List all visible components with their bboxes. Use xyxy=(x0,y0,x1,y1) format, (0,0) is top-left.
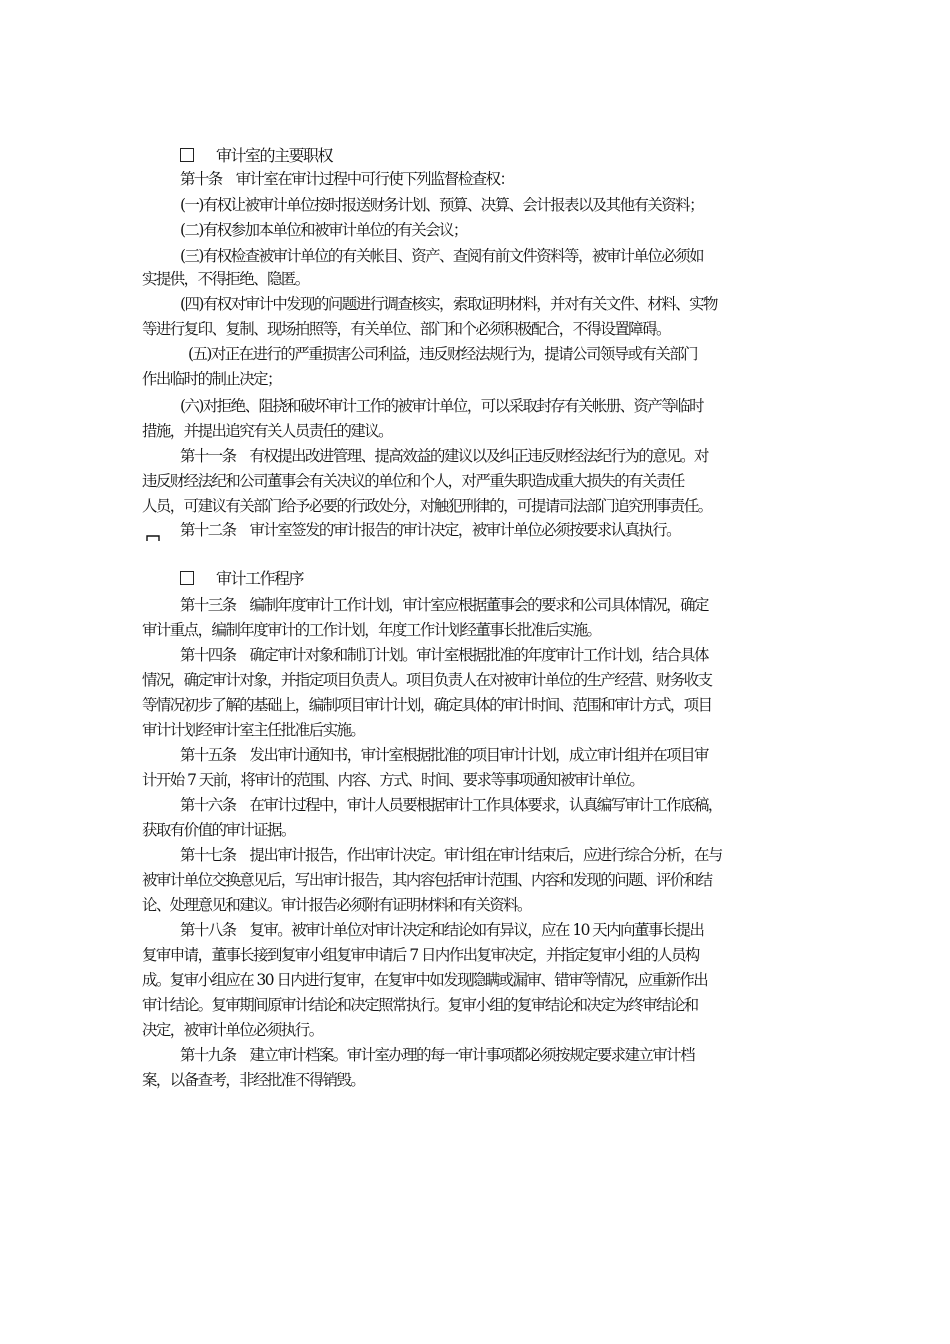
paragraph-line: 第十条 审计室在审计过程中可行使下列监督检查权： xyxy=(180,170,514,188)
paragraph-line: 决定，被审计单位必须执行。 xyxy=(142,1021,323,1039)
paragraph-line: 第十二条 审计室签发的审计报告的审计决定，被审计单位必须按要求认真执行。 xyxy=(180,521,681,539)
paragraph-line: 第十六条 在审计过程中，审计人员要根据审计工作具体要求，认真编写审计工作底稿， xyxy=(180,796,722,814)
section-heading-procedure: 审计工作程序 xyxy=(180,567,860,590)
paragraph-line: (三)有权检查被审计单位的有关帐目、资产、查阅有前文件资料等，被审计单位必须如 xyxy=(180,247,703,265)
paragraph-line: 作出临时的制止决定； xyxy=(142,370,281,388)
paragraph-line: 第十四条 确定审计对象和制订计划。审计室根据批准的年度审计工作计划，结合具体 xyxy=(180,646,708,664)
paragraph-line: 审计结论。复审期间原审计结论和决定照常执行。复审小组的复审结论和决定为终审结论和 xyxy=(142,996,698,1014)
checkbox-square-icon xyxy=(180,148,194,162)
paragraph-line: 审计计划经审计室主任批准后实施。 xyxy=(142,721,365,739)
paragraph-line: 情况，确定审计对象，并指定项目负责人。项目负责人在对被审计单位的生产经营、财务收支 xyxy=(142,671,712,689)
paragraph-line: 论、处理意见和建议。审计报告必须附有证明材料和有关资料。 xyxy=(142,896,531,914)
paragraph-line: 获取有价值的审计证据。 xyxy=(142,821,295,839)
paragraph-line: (二)有权参加本单位和被审计单位的有关会议； xyxy=(180,221,467,239)
paragraph-line: (五)对正在进行的严重损害公司利益，违反财经法规行为，提请公司领导或有关部门 xyxy=(188,345,698,363)
paragraph-line: 第十三条 编制年度审计工作计划，审计室应根据董事会的要求和公司具体情况，确定 xyxy=(180,596,708,614)
paragraph-line: (六)对拒绝、阻挠和破坏审计工作的被审计单位，可以采取封存有关帐册、资产等临时 xyxy=(180,397,703,415)
checkbox-square-icon xyxy=(180,571,194,585)
paragraph-line: 第十七条 提出审计报告，作出审计决定。审计组在审计结束后，应进行综合分析，在与 xyxy=(180,846,722,864)
paragraph-line: 措施，并提出追究有关人员责任的建议。 xyxy=(142,422,393,440)
paragraph-line: 计开始 7 天前，将审计的范围、内容、方式、时间、要求等事项通知被审计单位。 xyxy=(142,771,644,789)
paragraph-line: 违反财经法纪和公司董事会有关决议的单位和个人，对严重失职造成重大损失的有关责任 xyxy=(142,472,684,490)
paragraph-line: 第十九条 建立审计档案。审计室办理的每一审计事项都必须按规定要求建立审计档 xyxy=(180,1046,694,1064)
paragraph-line: 复审申请，董事长接到复审小组复审申请后 7 日内作出复审决定，并指定复审小组的人员构 xyxy=(142,946,699,964)
paragraph-line: 等进行复印、复制、现场拍照等，有关单位、部门和个必须积极配合，不得设置障碍。 xyxy=(142,320,670,338)
margin-mark-icon xyxy=(146,534,160,542)
paragraph-line: 第十八条 复审。被审计单位对审计决定和结论如有异议，应在 10 天内向董事长提出 xyxy=(180,921,704,939)
paragraph-line: (一)有权让被审计单位按时报送财务计划、预算、决算、会计报表以及其他有关资料； xyxy=(180,196,703,214)
paragraph-line: 案，以备查考，非经批准不得销毁。 xyxy=(142,1071,365,1089)
paragraph-line: 第十一条 有权提出改进管理、提高效益的建议以及纠正违反财经法纪行为的意见。对 xyxy=(180,447,708,465)
paragraph-line: 成。复审小组应在 30 日内进行复审，在复审中如发现隐瞒或漏审、错审等情况，应重新作出 xyxy=(142,971,708,989)
paragraph-line: 人员，可建议有关部门给予必要的行政处分，对触犯刑律的，可提请司法部门追究刑事责任。 xyxy=(142,497,712,515)
paragraph-line: 等情况初步了解的基础上，编制项目审计计划，确定具体的审计时间、范围和审计方式，项目 xyxy=(142,696,712,714)
paragraph-line: 审计重点，编制年度审计的工作计划，年度工作计划经董事长批准后实施。 xyxy=(142,621,601,639)
paragraph-line: 实提供，不得拒绝、隐匿。 xyxy=(142,270,309,288)
paragraph-line: 被审计单位交换意见后，写出审计报告，其内容包括审计范围、内容和发现的问题、评价和结 xyxy=(142,871,712,889)
paragraph-line: 第十五条 发出审计通知书，审计室根据批准的项目审计计划，成立审计组并在项目审 xyxy=(180,746,708,764)
paragraph-line: (四)有权对审计中发现的问题进行调查核实，索取证明材料，并对有关文件、材料、实物 xyxy=(180,295,717,313)
section-heading-powers: 审计室的主要职权 xyxy=(180,144,860,167)
